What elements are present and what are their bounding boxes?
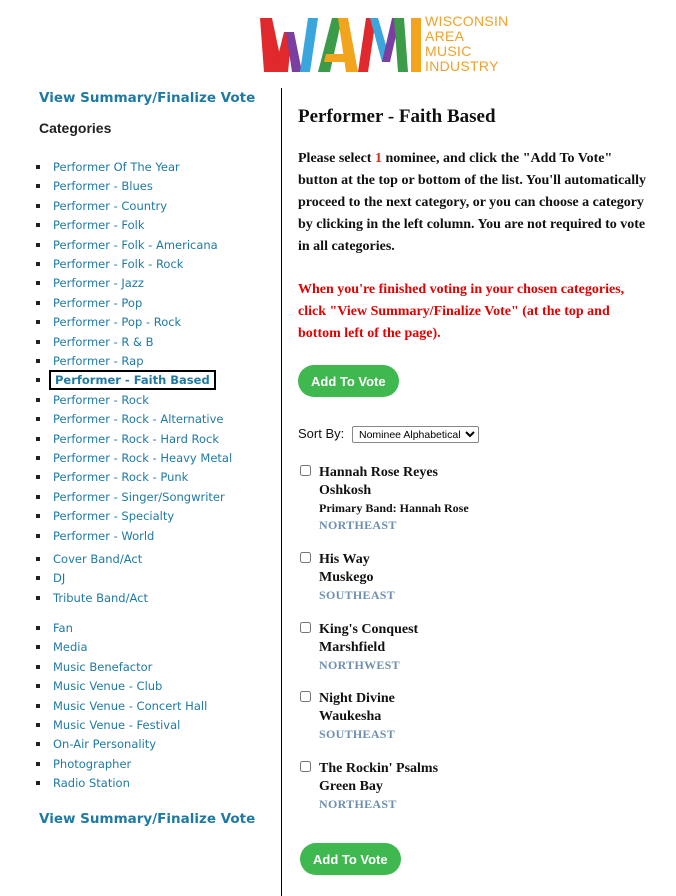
category-link[interactable]: Tribute Band/Act xyxy=(53,590,148,605)
bullet xyxy=(36,514,40,518)
category-link[interactable]: Performer Of The Year xyxy=(53,160,180,174)
instructions-post: nominee, and click the "Add To Vote" button at the top or bottom of the list. You'll automatically proceed to the next category, or you can choose a category by clicking in the left column. You are not required to vote in all categories. xyxy=(298,151,647,254)
bullet xyxy=(36,359,40,363)
nominee-checkbox[interactable] xyxy=(300,761,311,772)
category-link[interactable]: On-Air Personality xyxy=(53,737,157,752)
category-link[interactable]: Media xyxy=(53,640,88,655)
category-link[interactable]: DJ xyxy=(53,571,66,586)
nominee-details xyxy=(319,690,395,743)
nominee-checkbox[interactable] xyxy=(300,691,311,702)
category-link[interactable]: Photographer xyxy=(53,756,132,771)
bullet xyxy=(36,340,40,344)
view-summary-link-top[interactable]: View Summary/Finalize Vote xyxy=(39,90,256,106)
category-link[interactable]: Cover Band/Act xyxy=(53,552,143,566)
add-to-vote-button-top[interactable]: Add To Vote xyxy=(298,365,399,397)
nominee-checkbox[interactable] xyxy=(300,552,311,563)
bullet xyxy=(36,596,40,600)
category-link[interactable]: Performer - Country xyxy=(53,198,168,213)
category-sidebar xyxy=(0,0,280,896)
nominee-region: NORTHEAST xyxy=(319,797,397,811)
bullet xyxy=(36,762,40,766)
page-title: Performer - Faith Based xyxy=(298,106,496,127)
add-to-vote-button-bottom[interactable]: Add To Vote xyxy=(300,843,401,875)
category-link[interactable]: Fan xyxy=(53,621,73,635)
category-link[interactable]: Performer - World xyxy=(53,528,155,543)
nominee-name: Night Divine xyxy=(319,691,395,706)
category-link[interactable]: Music Venue - Festival xyxy=(53,718,181,732)
nominee-name: Hannah Rose Reyes xyxy=(319,465,439,480)
nominee-details xyxy=(319,760,438,813)
nominee-checkbox[interactable] xyxy=(300,465,311,476)
logo-line: WISCONSIN xyxy=(425,13,509,29)
bullet xyxy=(36,184,40,188)
bullet xyxy=(36,437,40,441)
nominee-details xyxy=(319,621,418,674)
category-link[interactable]: Performer - Blues xyxy=(53,179,153,194)
category-link[interactable]: Performer - Rock xyxy=(53,392,149,407)
bullet xyxy=(36,165,40,169)
bullet xyxy=(36,320,40,324)
nominee-region: SOUTHEAST xyxy=(319,588,396,602)
nominee-city: Muskego xyxy=(319,570,374,585)
category-link[interactable]: Performer - Rock - Punk xyxy=(53,470,189,485)
bullet xyxy=(36,281,40,285)
category-link[interactable]: Music Venue - Concert Hall xyxy=(53,698,208,713)
category-link[interactable]: Radio Station xyxy=(53,776,130,791)
nominee-name: His Way xyxy=(319,552,370,567)
nominee-region: NORTHWEST xyxy=(319,658,400,672)
category-link[interactable]: Performer - Faith Based xyxy=(49,370,216,390)
category-link[interactable]: Music Venue - Club xyxy=(53,679,163,694)
nominee-name: King's Conquest xyxy=(319,622,419,637)
bullet xyxy=(36,534,40,538)
bullet xyxy=(36,398,40,402)
logo-line: INDUSTRY xyxy=(425,58,499,74)
bullet xyxy=(36,557,40,561)
category-link[interactable]: Performer - Rap xyxy=(53,354,144,368)
bullet xyxy=(36,704,40,708)
view-summary-link-bottom[interactable]: View Summary/Finalize Vote xyxy=(39,811,256,827)
nominee-count: 1 xyxy=(374,151,382,166)
category-link[interactable]: Performer - Jazz xyxy=(53,276,144,291)
sort-by-label: Sort By: xyxy=(298,426,345,441)
bullet xyxy=(36,475,40,479)
bullet xyxy=(36,223,40,227)
bullet xyxy=(36,262,40,266)
nominee-city: Marshfield xyxy=(319,640,386,655)
bullet xyxy=(36,665,40,669)
category-link[interactable]: Performer - R & B xyxy=(53,334,154,349)
bullet xyxy=(36,626,40,630)
nominee-name: The Rockin' Psalms xyxy=(319,761,439,776)
category-link[interactable]: Performer - Singer/Songwriter xyxy=(53,489,225,504)
nominee-details xyxy=(319,464,469,534)
category-link[interactable]: Performer - Pop - Rock xyxy=(53,315,182,330)
sort-select[interactable] xyxy=(352,426,479,443)
category-link[interactable]: Performer - Rock - Hard Rock xyxy=(53,431,220,446)
nominee-region: SOUTHEAST xyxy=(319,727,396,741)
bullet xyxy=(36,742,40,746)
category-link[interactable]: Performer - Pop xyxy=(53,295,143,310)
category-link[interactable]: Performer - Rock - Alternative xyxy=(53,412,224,427)
category-link[interactable]: Performer - Rock - Heavy Metal xyxy=(53,451,233,465)
bullet xyxy=(36,417,40,421)
logo-line: MUSIC xyxy=(425,43,472,59)
bullet xyxy=(36,378,40,382)
wami-logo-text xyxy=(425,14,509,74)
nominee-checkbox[interactable] xyxy=(300,622,311,633)
category-link[interactable]: Performer - Folk xyxy=(53,218,145,233)
instructions-pre: Please select xyxy=(298,151,375,166)
column-divider xyxy=(281,88,282,896)
nominee-band: Primary Band: Hannah Rose xyxy=(319,501,469,515)
category-link[interactable]: Performer - Specialty xyxy=(53,509,175,524)
bullet xyxy=(36,456,40,460)
instructions-text xyxy=(298,148,650,258)
nominee-city: Oshkosh xyxy=(319,483,372,498)
wami-logo-mark xyxy=(260,12,425,76)
category-link[interactable]: Performer - Folk - Americana xyxy=(53,237,218,252)
bullet xyxy=(36,781,40,785)
bullet xyxy=(36,723,40,727)
category-link[interactable]: Music Benefactor xyxy=(53,659,153,674)
bullet xyxy=(36,576,40,580)
finalize-notice: When you're finished voting in your chosen categories, click "View Summary/Finalize Vote" (at the top and bottom left of the page). xyxy=(298,282,625,341)
category-link[interactable]: Performer - Folk - Rock xyxy=(53,257,184,271)
nominee-city: Green Bay xyxy=(319,779,383,794)
categories-heading: Categories xyxy=(39,120,112,136)
bullet xyxy=(36,301,40,305)
bullet xyxy=(36,495,40,499)
bullet xyxy=(36,684,40,688)
logo-line: AREA xyxy=(425,28,465,44)
wami-logo xyxy=(260,12,530,76)
bullet xyxy=(36,243,40,247)
nominee-city: Waukesha xyxy=(319,709,382,724)
nominee-region: NORTHEAST xyxy=(319,518,397,532)
bullet xyxy=(36,645,40,649)
nominee-details xyxy=(319,551,395,604)
bullet xyxy=(36,204,40,208)
